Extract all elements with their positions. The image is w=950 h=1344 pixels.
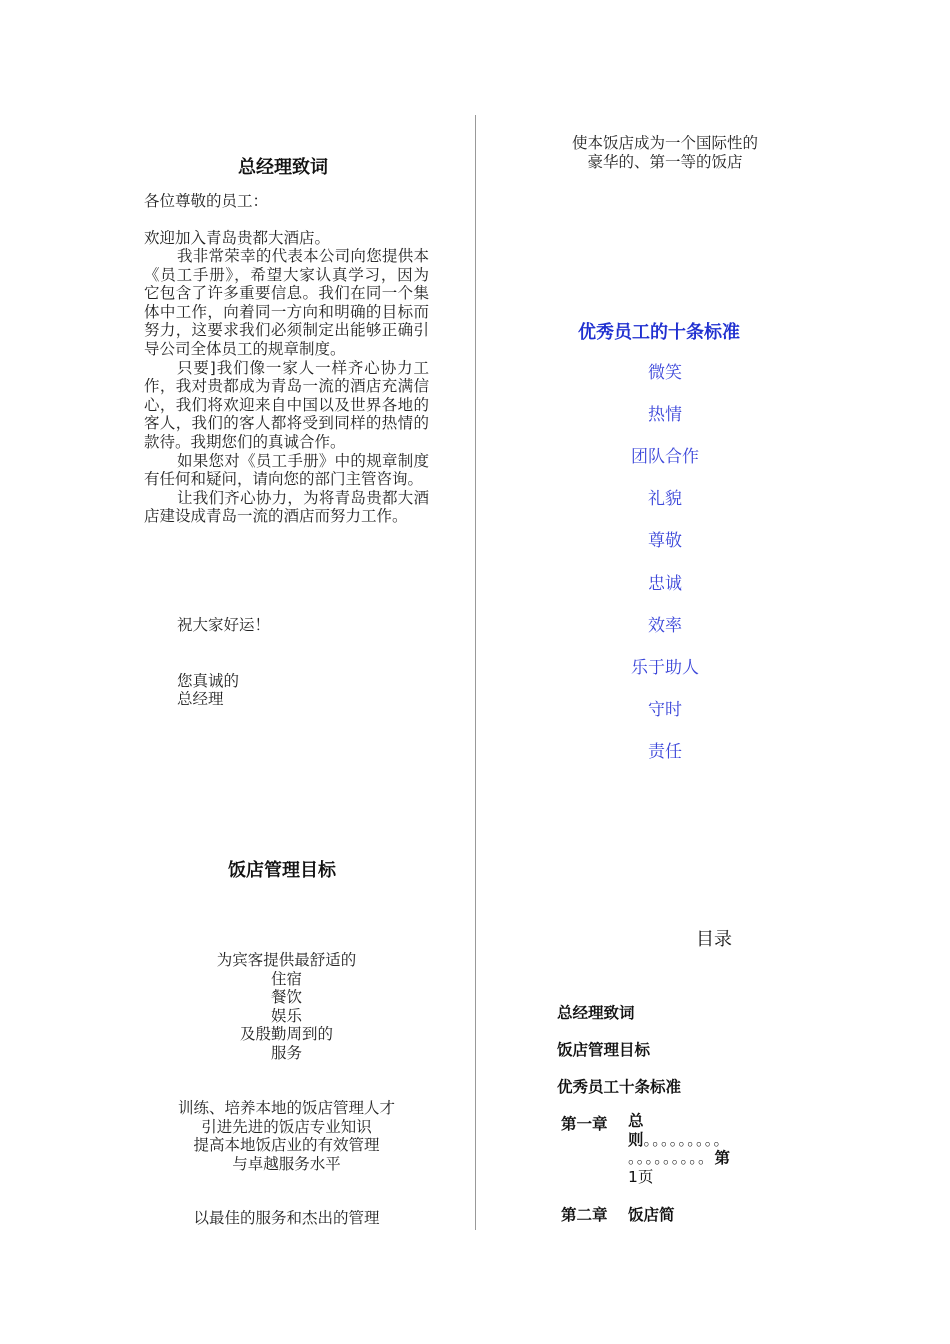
- welcome-signature: 总经理: [177, 690, 224, 708]
- toc-chapter-1-label[interactable]: 第一章: [561, 1115, 608, 1133]
- toc-item-standards[interactable]: 优秀员工十条标准: [557, 1078, 682, 1096]
- welcome-title: 总经理致词: [238, 157, 328, 178]
- goals-line: 训练、培养本地的饭店管理人才: [177, 1099, 395, 1117]
- welcome-paragraph-1: 我非常荣幸的代表本公司向您提供本《员工手册》，希望大家认真学习，因为它包含了许多重要信息。我们在同一个集体中工作，向着同一方向和明确的目标而努力，这要求我们必须制定出能够正确引导公司全体员工的规章制度。: [144, 247, 429, 358]
- toc-chapter-2-label[interactable]: 第二章: [561, 1206, 608, 1224]
- goals-line: 以最佳的服务和杰出的管理: [193, 1209, 380, 1227]
- toc-leader-dots: 。。。。。。。。。: [628, 1149, 715, 1167]
- goals-line: 为宾客提供最舒适的: [216, 951, 357, 969]
- toc-item-goals[interactable]: 饭店管理目标: [557, 1041, 651, 1059]
- goals-line: 餐饮: [270, 988, 302, 1007]
- goals-line: 娱乐: [270, 1006, 302, 1025]
- goals-line: 服务: [270, 1043, 302, 1062]
- goals-line: 引进先进的饭店专业知识: [201, 1117, 372, 1136]
- goals-line: 使本饭店成为一个国际性的: [571, 134, 758, 152]
- toc-page-number: 1页: [628, 1167, 654, 1186]
- standards-title: 优秀员工的十条标准: [578, 322, 740, 343]
- welcome-closing: 您真诚的: [177, 672, 240, 690]
- toc-page-word: 第: [714, 1149, 731, 1167]
- welcome-paragraph-3: 如果您对《员工手册》中的规章制度有任何和疑问，请向您的部门主管咨询。: [144, 451, 429, 489]
- goals-line: 住宿: [270, 969, 302, 988]
- goals-line: 豪华的、第一等的饭店: [587, 152, 743, 171]
- standard-item: 责任: [648, 742, 682, 762]
- standard-item: 礼貌: [648, 489, 682, 509]
- welcome-paragraph-4: 让我们齐心协力，为将青岛贵都大酒店建设成青岛一流的酒店而努力工作。: [144, 488, 429, 526]
- toc-item-welcome[interactable]: 总经理致词: [557, 1004, 635, 1022]
- standard-item: 忠诚: [648, 574, 682, 594]
- goals-block-2: [144, 1099, 429, 1173]
- standard-item: 热情: [648, 405, 682, 425]
- goals-title: 饭店管理目标: [228, 860, 336, 881]
- goals-block-1: [144, 951, 429, 1063]
- welcome-body: [144, 247, 429, 526]
- standard-item: 微笑: [648, 363, 682, 383]
- welcome-greeting: 各位尊敬的员工：: [144, 192, 269, 210]
- goals-line: 提高本地饭店业的有效管理: [193, 1136, 380, 1155]
- toc-leader-dots: 。。。。。。。。。: [643, 1130, 731, 1149]
- standard-item: 守时: [648, 700, 682, 720]
- standard-item: 乐于助人: [631, 658, 699, 678]
- goals-line: 与卓越服务水平: [232, 1154, 341, 1173]
- toc-chapter-1-name-2: 则: [628, 1130, 644, 1149]
- goals-block-3: [144, 1209, 429, 1228]
- column-divider: [475, 115, 476, 1230]
- goals-continued: [480, 134, 850, 171]
- toc-chapter-2-name[interactable]: 饭店简: [628, 1206, 675, 1224]
- goals-line: 及殷勤周到的: [239, 1025, 333, 1044]
- welcome-intro: 欢迎加入青岛贵都大酒店。: [144, 229, 331, 247]
- standard-item: 团队合作: [631, 447, 699, 467]
- toc-chapter-1-name: 总: [628, 1112, 644, 1130]
- toc-title: 目录: [696, 929, 732, 950]
- welcome-paragraph-2: 只要]我们像一家人一样齐心协力工作，我对贵都成为青岛一流的酒店充满信心，我们将欢迎来自中国以及世界各地的客人，我们的客人都将受到同样的热情的款待。我期您们的真诚合作。: [144, 358, 429, 451]
- standard-item: 效率: [648, 616, 682, 636]
- welcome-wish: 祝大家好运！: [177, 616, 271, 634]
- standard-item: 尊敬: [648, 531, 682, 551]
- toc-chapter-1-entry[interactable]: [628, 1112, 803, 1186]
